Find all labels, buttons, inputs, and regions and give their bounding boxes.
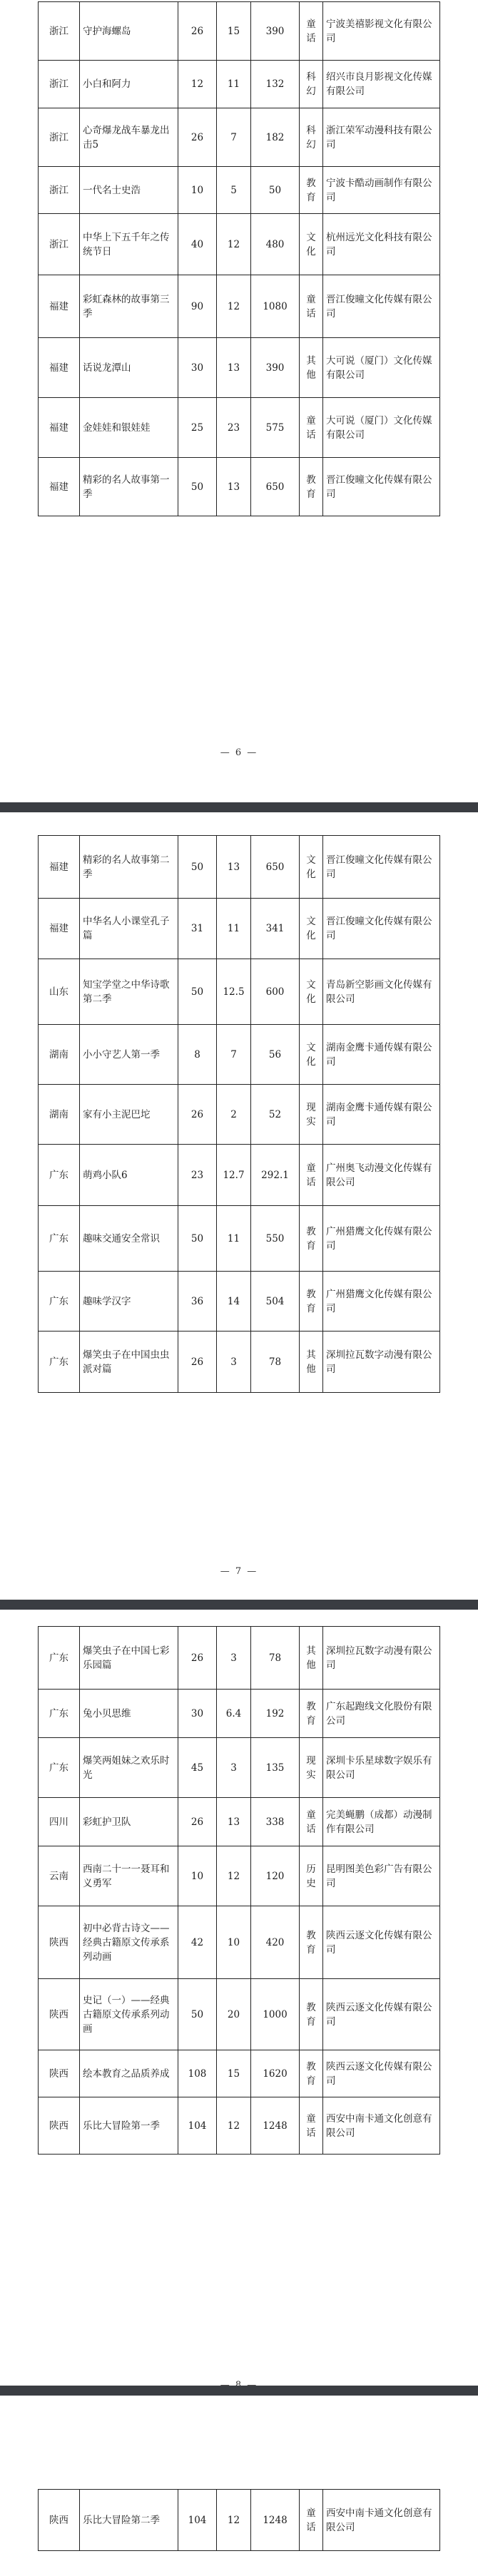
episodes-cell: 50 <box>178 959 217 1025</box>
province-cell: 陕西 <box>39 2097 80 2155</box>
minutes-cell: 11 <box>217 61 251 108</box>
province-cell: 陕西 <box>39 1906 80 1979</box>
minutes-cell: 11 <box>217 1206 251 1272</box>
total-minutes-cell: 1080 <box>251 275 300 338</box>
producer-cell: 广州奥飞动漫文化传媒有限公司 <box>323 1145 440 1206</box>
province-cell: 湖南 <box>39 1085 80 1145</box>
producer-cell: 广东起跑线文化股份有限公司 <box>323 1690 440 1738</box>
genre-cell: 文化 <box>300 899 323 959</box>
producer-cell: 大可说（厦门）文化传媒有限公司 <box>323 338 440 398</box>
producer-cell: 昆明图美色彩广告有限公司 <box>323 1846 440 1906</box>
episodes-cell: 12 <box>178 61 217 108</box>
province-cell: 广东 <box>39 1332 80 1393</box>
producer-cell: 晋江俊曈文化传媒有限公司 <box>323 899 440 959</box>
total-minutes-cell: 120 <box>251 1846 300 1906</box>
minutes-cell: 3 <box>217 1332 251 1393</box>
province-cell: 福建 <box>39 458 80 516</box>
minutes-cell: 13 <box>217 458 251 516</box>
producer-cell: 晋江俊曈文化传媒有限公司 <box>323 275 440 338</box>
minutes-cell: 12 <box>217 2097 251 2155</box>
producer-cell: 深圳拉瓦数字动漫有限公司 <box>323 1627 440 1690</box>
minutes-cell: 13 <box>217 1798 251 1846</box>
producer-cell: 深圳拉瓦数字动漫有限公司 <box>323 1332 440 1393</box>
title-cell: 趣味学汉字 <box>80 1272 178 1332</box>
episodes-cell: 26 <box>178 1332 217 1393</box>
title-cell: 一代名士史浩 <box>80 167 178 214</box>
episodes-cell: 40 <box>178 214 217 275</box>
table-row <box>39 1738 440 1798</box>
episodes-cell: 31 <box>178 899 217 959</box>
genre-cell: 童话 <box>300 2097 323 2155</box>
episodes-cell: 26 <box>178 1798 217 1846</box>
title-cell: 彩虹护卫队 <box>80 1798 178 1846</box>
genre-cell: 文化 <box>300 836 323 899</box>
title-cell: 萌鸡小队6 <box>80 1145 178 1206</box>
minutes-cell: 5 <box>217 167 251 214</box>
table-row <box>39 1206 440 1272</box>
genre-cell: 教育 <box>300 458 323 516</box>
genre-cell: 现实 <box>300 1738 323 1798</box>
total-minutes-cell: 1620 <box>251 2050 300 2097</box>
page-7-table <box>38 835 440 1393</box>
episodes-cell: 90 <box>178 275 217 338</box>
episodes-cell: 10 <box>178 1846 217 1906</box>
total-minutes-cell: 390 <box>251 2 300 61</box>
title-cell: 中华名人小课堂孔子篇 <box>80 899 178 959</box>
total-minutes-cell: 135 <box>251 1738 300 1798</box>
minutes-cell: 13 <box>217 836 251 899</box>
producer-cell: 陕西云逐文化传媒有限公司 <box>323 1906 440 1979</box>
genre-cell: 教育 <box>300 1272 323 1332</box>
genre-cell: 科幻 <box>300 108 323 167</box>
title-cell: 话说龙潭山 <box>80 338 178 398</box>
total-minutes-cell: 341 <box>251 899 300 959</box>
total-minutes-cell: 132 <box>251 61 300 108</box>
minutes-cell: 14 <box>217 1272 251 1332</box>
minutes-cell: 15 <box>217 2050 251 2097</box>
producer-cell: 西安中南卡通文化创意有限公司 <box>323 2490 440 2551</box>
table-row <box>39 398 440 458</box>
episodes-cell: 8 <box>178 1025 217 1085</box>
table-row <box>39 167 440 214</box>
table-row <box>39 275 440 338</box>
province-cell: 陕西 <box>39 2490 80 2551</box>
genre-cell: 其他 <box>300 338 323 398</box>
page-9-table <box>38 2489 440 2551</box>
minutes-cell: 7 <box>217 108 251 167</box>
minutes-cell: 12 <box>217 275 251 338</box>
table-row <box>39 214 440 275</box>
table-row <box>39 1627 440 1690</box>
genre-cell: 其他 <box>300 1332 323 1393</box>
title-cell: 金娃娃和银娃娃 <box>80 398 178 458</box>
episodes-cell: 42 <box>178 1906 217 1979</box>
title-cell: 爆笑虫子在中国虫虫派对篇 <box>80 1332 178 1393</box>
total-minutes-cell: 650 <box>251 836 300 899</box>
title-cell: 绘本教育之品质养成 <box>80 2050 178 2097</box>
episodes-cell: 50 <box>178 836 217 899</box>
province-cell: 陕西 <box>39 2050 80 2097</box>
producer-cell: 陕西云逐文化传媒有限公司 <box>323 1979 440 2050</box>
province-cell: 浙江 <box>39 61 80 108</box>
total-minutes-cell: 550 <box>251 1206 300 1272</box>
page-separator <box>0 1600 478 1610</box>
title-cell: 小白和阿力 <box>80 61 178 108</box>
genre-cell: 童话 <box>300 275 323 338</box>
minutes-cell: 2 <box>217 1085 251 1145</box>
total-minutes-cell: 1000 <box>251 1979 300 2050</box>
genre-cell: 童话 <box>300 1145 323 1206</box>
episodes-cell: 104 <box>178 2490 217 2551</box>
total-minutes-cell: 292.1 <box>251 1145 300 1206</box>
title-cell: 知宝学堂之中华诗歌 第二季 <box>80 959 178 1025</box>
producer-cell: 青岛新空影画文化传媒有限公司 <box>323 959 440 1025</box>
producer-cell: 广州猎鹰文化传媒有限公司 <box>323 1272 440 1332</box>
total-minutes-cell: 600 <box>251 959 300 1025</box>
producer-cell: 陕西云逐文化传媒有限公司 <box>323 2050 440 2097</box>
producer-cell: 宁波美禧影视文化有限公司 <box>323 2 440 61</box>
title-cell: 兔小贝思维 <box>80 1690 178 1738</box>
minutes-cell: 23 <box>217 398 251 458</box>
title-cell: 家有小主泥巴坨 <box>80 1085 178 1145</box>
table-row <box>39 108 440 167</box>
province-cell: 广东 <box>39 1206 80 1272</box>
total-minutes-cell: 1248 <box>251 2097 300 2155</box>
page-8-table <box>38 1626 440 2155</box>
title-cell: 初中必背古诗文——经典古籍原文传承系列动画 <box>80 1906 178 1979</box>
producer-cell: 湖南金鹰卡通传媒有限公司 <box>323 1085 440 1145</box>
total-minutes-cell: 650 <box>251 458 300 516</box>
table-row <box>39 1145 440 1206</box>
title-cell: 精彩的名人故事第一季 <box>80 458 178 516</box>
total-minutes-cell: 504 <box>251 1272 300 1332</box>
minutes-cell: 10 <box>217 1906 251 1979</box>
table-row <box>39 2490 440 2551</box>
title-cell: 趣味交通安全常识 <box>80 1206 178 1272</box>
table-row <box>39 1979 440 2050</box>
minutes-cell: 6.4 <box>217 1690 251 1738</box>
producer-cell: 西安中南卡通文化创意有限公司 <box>323 2097 440 2155</box>
minutes-cell: 12.5 <box>217 959 251 1025</box>
episodes-cell: 26 <box>178 2 217 61</box>
producer-cell: 大可说（厦门）文化传媒有限公司 <box>323 398 440 458</box>
genre-cell: 教育 <box>300 2050 323 2097</box>
province-cell: 云南 <box>39 1846 80 1906</box>
total-minutes-cell: 480 <box>251 214 300 275</box>
title-cell: 西南二十一一聂耳和义勇军 <box>80 1846 178 1906</box>
episodes-cell: 26 <box>178 108 217 167</box>
title-cell: 爆笑两姐妹之欢乐时光 <box>80 1738 178 1798</box>
minutes-cell: 7 <box>217 1025 251 1085</box>
table-row <box>39 61 440 108</box>
producer-cell: 深圳卡乐星球数字娱乐有限公司 <box>323 1738 440 1798</box>
province-cell: 广东 <box>39 1738 80 1798</box>
genre-cell: 教育 <box>300 1690 323 1738</box>
producer-cell: 杭州远光文化科技有限公司 <box>323 214 440 275</box>
title-cell: 乐比大冒险第二季 <box>80 2490 178 2551</box>
genre-cell: 教育 <box>300 1979 323 2050</box>
title-cell: 心奇爆龙战车暴龙出击5 <box>80 108 178 167</box>
table-row <box>39 1332 440 1393</box>
genre-cell: 教育 <box>300 1206 323 1272</box>
episodes-cell: 108 <box>178 2050 217 2097</box>
producer-cell: 宁波卡酷动画制作有限公司 <box>323 167 440 214</box>
minutes-cell: 11 <box>217 899 251 959</box>
title-cell: 守护海螺岛 <box>80 2 178 61</box>
table-row <box>39 1690 440 1738</box>
page-separator <box>0 802 478 812</box>
table-row <box>39 1798 440 1846</box>
episodes-cell: 36 <box>178 1272 217 1332</box>
episodes-cell: 26 <box>178 1085 217 1145</box>
province-cell: 浙江 <box>39 167 80 214</box>
total-minutes-cell: 390 <box>251 338 300 398</box>
table-row <box>39 899 440 959</box>
producer-cell: 晋江俊曈文化传媒有限公司 <box>323 458 440 516</box>
page-number: — 7 — <box>220 1566 258 1577</box>
producer-cell: 绍兴市良月影视文化传媒有限公司 <box>323 61 440 108</box>
minutes-cell: 12 <box>217 1846 251 1906</box>
genre-cell: 童话 <box>300 398 323 458</box>
episodes-cell: 30 <box>178 1690 217 1738</box>
table-row <box>39 836 440 899</box>
minutes-cell: 20 <box>217 1979 251 2050</box>
province-cell: 福建 <box>39 398 80 458</box>
title-cell: 彩虹森林的故事第三季 <box>80 275 178 338</box>
episodes-cell: 26 <box>178 1627 217 1690</box>
title-cell: 爆笑虫子在中国七彩乐园篇 <box>80 1627 178 1690</box>
province-cell: 陕西 <box>39 1979 80 2050</box>
province-cell: 浙江 <box>39 2 80 61</box>
title-cell: 乐比大冒险第一季 <box>80 2097 178 2155</box>
total-minutes-cell: 52 <box>251 1085 300 1145</box>
province-cell: 浙江 <box>39 214 80 275</box>
producer-cell: 完美蝇鹏（成都）动漫制作有限公司 <box>323 1798 440 1846</box>
minutes-cell: 15 <box>217 2 251 61</box>
page-number: — 6 — <box>220 747 258 758</box>
province-cell: 福建 <box>39 338 80 398</box>
table-row <box>39 338 440 398</box>
title-cell: 史记（一）——经典古籍原文传承系列动画 <box>80 1979 178 2050</box>
minutes-cell: 12.7 <box>217 1145 251 1206</box>
minutes-cell: 12 <box>217 214 251 275</box>
episodes-cell: 50 <box>178 1979 217 2050</box>
province-cell: 广东 <box>39 1690 80 1738</box>
table-row <box>39 458 440 516</box>
genre-cell: 现实 <box>300 1085 323 1145</box>
total-minutes-cell: 182 <box>251 108 300 167</box>
province-cell: 浙江 <box>39 108 80 167</box>
genre-cell: 文化 <box>300 1025 323 1085</box>
episodes-cell: 25 <box>178 398 217 458</box>
episodes-cell: 10 <box>178 167 217 214</box>
province-cell: 广东 <box>39 1627 80 1690</box>
total-minutes-cell: 192 <box>251 1690 300 1738</box>
genre-cell: 文化 <box>300 214 323 275</box>
title-cell: 小小守艺人第一季 <box>80 1025 178 1085</box>
genre-cell: 历史 <box>300 1846 323 1906</box>
minutes-cell: 3 <box>217 1738 251 1798</box>
genre-cell: 童话 <box>300 2490 323 2551</box>
table-row <box>39 1085 440 1145</box>
page-separator <box>0 2386 478 2396</box>
episodes-cell: 23 <box>178 1145 217 1206</box>
episodes-cell: 104 <box>178 2097 217 2155</box>
table-row <box>39 1272 440 1332</box>
total-minutes-cell: 575 <box>251 398 300 458</box>
total-minutes-cell: 420 <box>251 1906 300 1979</box>
episodes-cell: 30 <box>178 338 217 398</box>
table-row <box>39 2 440 61</box>
genre-cell: 科幻 <box>300 61 323 108</box>
table-row <box>39 959 440 1025</box>
title-cell: 中华上下五千年之传统节日 <box>80 214 178 275</box>
minutes-cell: 3 <box>217 1627 251 1690</box>
page-6-table <box>38 1 440 516</box>
genre-cell: 教育 <box>300 1906 323 1979</box>
episodes-cell: 45 <box>178 1738 217 1798</box>
table-row <box>39 2097 440 2155</box>
total-minutes-cell: 78 <box>251 1627 300 1690</box>
genre-cell: 文化 <box>300 959 323 1025</box>
episodes-cell: 50 <box>178 458 217 516</box>
total-minutes-cell: 50 <box>251 167 300 214</box>
genre-cell: 童话 <box>300 1798 323 1846</box>
table-row <box>39 2050 440 2097</box>
province-cell: 湖南 <box>39 1025 80 1085</box>
genre-cell: 教育 <box>300 167 323 214</box>
title-cell: 精彩的名人故事第二季 <box>80 836 178 899</box>
producer-cell: 广州猎鹰文化传媒有限公司 <box>323 1206 440 1272</box>
genre-cell: 童话 <box>300 2 323 61</box>
province-cell: 福建 <box>39 836 80 899</box>
table-row <box>39 1906 440 1979</box>
minutes-cell: 12 <box>217 2490 251 2551</box>
producer-cell: 湖南金鹰卡通传媒有限公司 <box>323 1025 440 1085</box>
producer-cell: 浙江荣军动漫科技有限公司 <box>323 108 440 167</box>
genre-cell: 其他 <box>300 1627 323 1690</box>
province-cell: 福建 <box>39 275 80 338</box>
producer-cell: 晋江俊曈文化传媒有限公司 <box>323 836 440 899</box>
minutes-cell: 13 <box>217 338 251 398</box>
table-row <box>39 1846 440 1906</box>
province-cell: 广东 <box>39 1145 80 1206</box>
total-minutes-cell: 1248 <box>251 2490 300 2551</box>
province-cell: 广东 <box>39 1272 80 1332</box>
province-cell: 四川 <box>39 1798 80 1846</box>
province-cell: 山东 <box>39 959 80 1025</box>
total-minutes-cell: 78 <box>251 1332 300 1393</box>
total-minutes-cell: 338 <box>251 1798 300 1846</box>
table-row <box>39 1025 440 1085</box>
total-minutes-cell: 56 <box>251 1025 300 1085</box>
province-cell: 福建 <box>39 899 80 959</box>
episodes-cell: 50 <box>178 1206 217 1272</box>
